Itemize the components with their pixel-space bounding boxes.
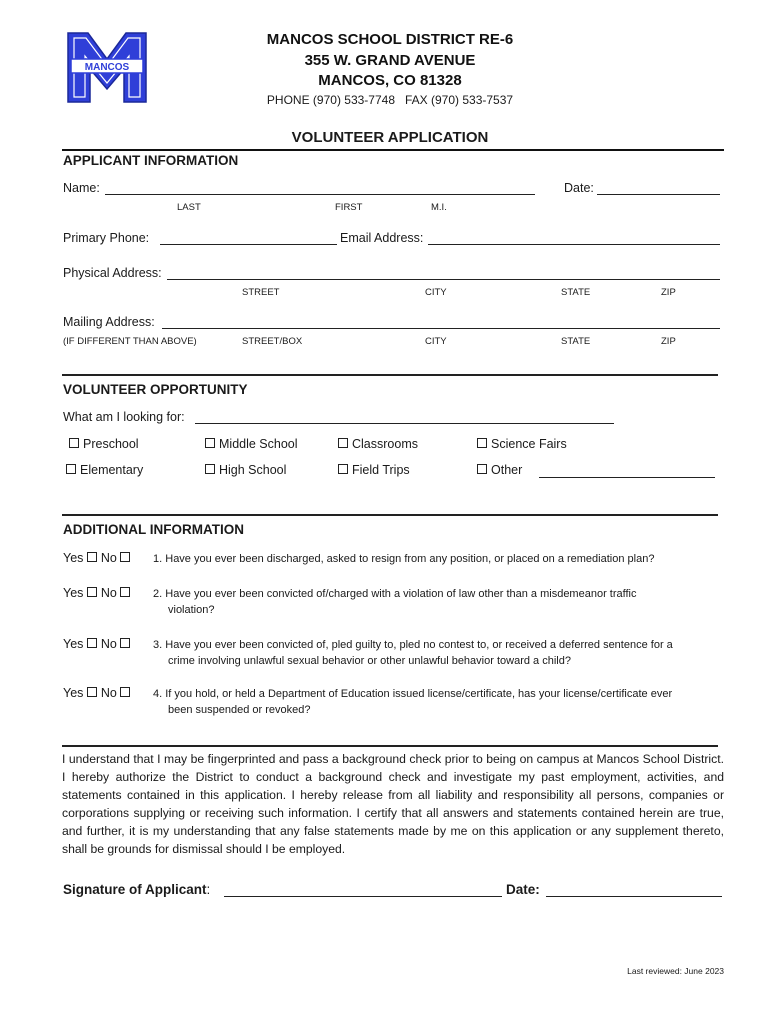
checkbox[interactable] (87, 587, 97, 597)
district-name: MANCOS SCHOOL DISTRICT RE-6 (266, 31, 514, 48)
district-city: MANCOS, CO 81328 (318, 72, 462, 89)
last-reviewed: Last reviewed: June 2023 (627, 966, 724, 976)
email-label: Email Address: (340, 231, 424, 245)
mailing-zip: ZIP (661, 336, 676, 347)
name-label: Name: (63, 181, 100, 195)
checkbox[interactable] (120, 552, 130, 562)
certification-statement: I understand that I may be fingerprinted and pass a background check prior to being on campus at Mancos School District. I hereby authorize the District to conduct a background check and investigate my past employment, activities, and statements contained in this application. I hereby release from all liability and responsibility all persons, companies or corporations supplying or receiving such information. I certify that all answers and statements contained herein are true, and further, it is my understanding that any false statements made by me on this application or any supplement thereto, shall be grounds for dismissal should I be employed. (62, 752, 724, 856)
looking-for-field[interactable] (195, 423, 614, 424)
yes-no-1[interactable]: Yes No (63, 551, 134, 565)
signature-field[interactable] (224, 896, 502, 897)
section-divider (62, 374, 718, 376)
physical-address-field[interactable] (167, 279, 720, 280)
additional-heading: ADDITIONAL INFORMATION (63, 522, 244, 537)
checkbox[interactable] (205, 464, 215, 474)
mailing-address-field[interactable] (162, 328, 720, 329)
signature-row: Signature of Applicant: (63, 882, 211, 897)
yes-no-3[interactable]: Yes No (63, 637, 134, 651)
option-middle-school[interactable]: Middle School (205, 437, 298, 451)
option-other[interactable]: Other (477, 463, 522, 477)
option-preschool[interactable]: Preschool (69, 437, 139, 451)
checkbox[interactable] (120, 587, 130, 597)
section-divider (62, 514, 718, 516)
mailing-street: STREET/BOX (242, 336, 303, 347)
yes-no-4[interactable]: Yes No (63, 686, 134, 700)
physical-street: STREET (242, 287, 280, 298)
phone-label: Primary Phone: (63, 231, 150, 245)
district-contact: PHONE (970) 533-7748 FAX (970) 533-7537 (266, 93, 514, 107)
name-field[interactable] (105, 194, 535, 195)
mailing-note: (IF DIFFERENT THAN ABOVE) (63, 336, 197, 347)
signature-date-field[interactable] (546, 896, 722, 897)
date-label: Date: (564, 181, 594, 195)
yes-no-2[interactable]: Yes No (63, 586, 134, 600)
mailing-city: CITY (425, 336, 447, 347)
option-high-school[interactable]: High School (205, 463, 286, 477)
physical-zip: ZIP (661, 287, 676, 298)
physical-city: CITY (425, 287, 447, 298)
checkbox[interactable] (69, 438, 79, 448)
name-part-last: LAST (177, 202, 201, 213)
phone-field[interactable] (160, 244, 337, 245)
mailing-state: STATE (561, 336, 591, 347)
checkbox[interactable] (338, 464, 348, 474)
option-elementary[interactable]: Elementary (66, 463, 143, 477)
applicant-heading: APPLICANT INFORMATION (63, 153, 239, 168)
title-rule (62, 149, 724, 151)
email-field[interactable] (428, 244, 720, 245)
name-part-mi: M.I. (431, 202, 447, 213)
signature-label: Signature of Applicant (63, 882, 207, 897)
name-part-first: FIRST (335, 202, 363, 213)
checkbox[interactable] (87, 552, 97, 562)
opportunity-heading: VOLUNTEER OPPORTUNITY (63, 382, 248, 397)
form-title: VOLUNTEER APPLICATION (291, 129, 489, 146)
looking-for-label: What am I looking for: (63, 410, 185, 424)
checkbox[interactable] (87, 638, 97, 648)
question-2: 2. Have you ever been convicted of/charged with a violation of law other than a misdemeanor traffic violation? (153, 588, 637, 616)
logo-text: MANCOS (84, 62, 130, 73)
checkbox[interactable] (477, 464, 487, 474)
checkbox[interactable] (66, 464, 76, 474)
mancos-logo (66, 31, 148, 104)
question-4: 4. If you hold, or held a Department of Education issued license/certificate, has your license/certificate ever been suspended or revoked? (153, 688, 673, 716)
checkbox[interactable] (87, 687, 97, 697)
section-divider (62, 745, 718, 747)
option-classrooms[interactable]: Classrooms (338, 437, 418, 451)
checkbox[interactable] (120, 638, 130, 648)
checkbox[interactable] (120, 687, 130, 697)
mailing-address-label: Mailing Address: (63, 315, 155, 329)
district-address: 355 W. GRAND AVENUE (304, 52, 476, 69)
option-science-fairs[interactable]: Science Fairs (477, 437, 567, 451)
option-field-trips[interactable]: Field Trips (338, 463, 410, 477)
question-1: 1. Have you ever been discharged, asked to resign from any position, or placed on a remediation plan? (153, 553, 655, 565)
physical-address-label: Physical Address: (63, 266, 162, 280)
signature-date-label: Date: (506, 882, 540, 897)
checkbox[interactable] (205, 438, 215, 448)
checkbox[interactable] (338, 438, 348, 448)
date-field[interactable] (597, 194, 720, 195)
physical-state: STATE (561, 287, 591, 298)
other-field[interactable] (539, 477, 715, 478)
question-3: 3. Have you ever been convicted of, pled guilty to, pled no contest to, or received a deferred sentence for a crime involving unlawful sexual behavior or other unlawful behavior toward a child? (153, 639, 673, 667)
checkbox[interactable] (477, 438, 487, 448)
